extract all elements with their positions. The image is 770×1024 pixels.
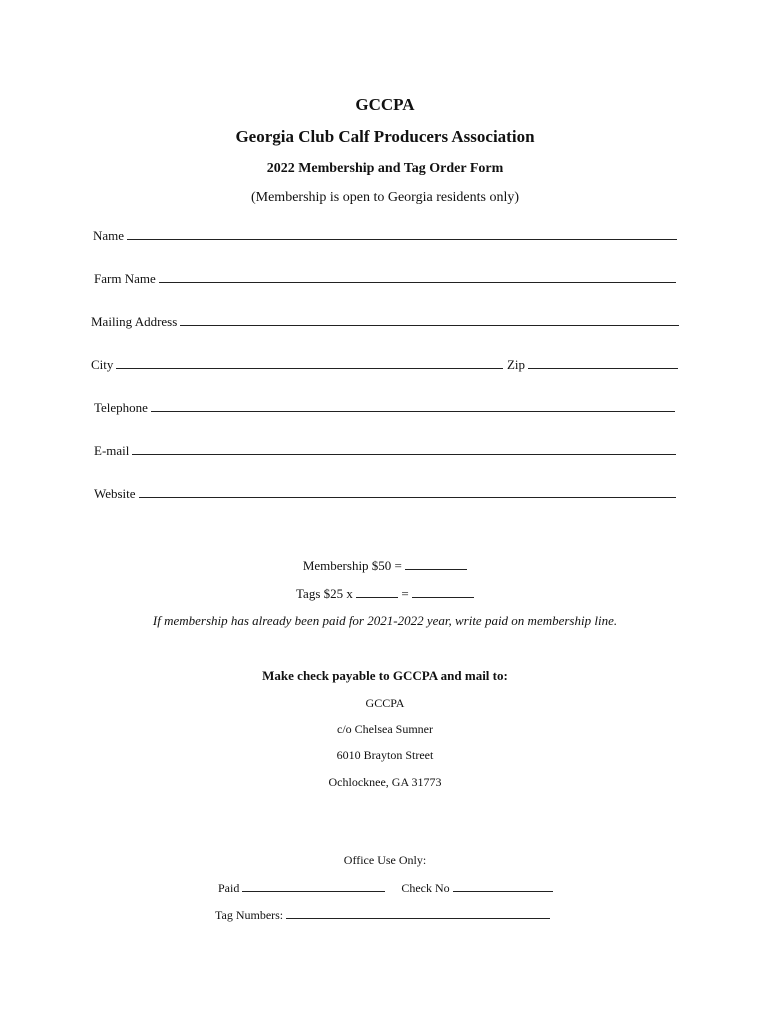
mail-to-attention: c/o Chelsea Sumner: [337, 722, 433, 736]
telephone-field[interactable]: [94, 400, 675, 414]
office-check-blank[interactable]: [453, 881, 553, 892]
mail-to-street: 6010 Brayton Street: [336, 748, 434, 762]
membership-amount-blank[interactable]: [405, 558, 467, 570]
name-label: Name: [93, 228, 125, 243]
membership-fee-line: [0, 558, 770, 572]
eligibility-note: (Membership is open to Georgia residents only): [250, 190, 520, 205]
office-paid-check-line: [218, 881, 553, 894]
org-full-title: Georgia Club Calf Producers Association: [235, 127, 535, 146]
email-field[interactable]: [94, 443, 676, 457]
tags-equals-sign: =: [401, 586, 409, 601]
farm-name-label: Farm Name: [94, 271, 156, 286]
mailing-address-input-line[interactable]: [180, 314, 679, 326]
office-tag-numbers-label: Tag Numbers:: [215, 908, 284, 922]
office-paid-blank[interactable]: [242, 881, 385, 892]
website-label: Website: [94, 486, 136, 501]
office-use-heading: Office Use Only:: [343, 853, 427, 867]
zip-label: Zip: [506, 357, 525, 372]
office-paid-label: Paid: [218, 881, 240, 895]
website-field[interactable]: [94, 486, 676, 500]
zip-input-line[interactable]: [528, 357, 678, 369]
city-label: City: [91, 357, 114, 372]
office-tag-numbers-blank[interactable]: [286, 908, 550, 919]
telephone-input-line[interactable]: [151, 400, 675, 412]
org-short-title: GCCPA: [355, 95, 415, 114]
city-input-line[interactable]: [116, 357, 503, 369]
membership-paid-note: If membership has already been paid for 2021-2022 year, write paid on membership line.: [152, 613, 618, 628]
mail-to-city-state-zip: Ochlocknee, GA 31773: [328, 775, 442, 789]
tags-quantity-blank[interactable]: [356, 586, 398, 598]
farm-name-input-line[interactable]: [159, 271, 676, 283]
city-zip-field[interactable]: [91, 357, 678, 371]
telephone-label: Telephone: [94, 400, 148, 415]
email-input-line[interactable]: [132, 443, 676, 455]
form-title: 2022 Membership and Tag Order Form: [266, 161, 504, 176]
tags-fee-label: Tags $25 x: [296, 586, 353, 601]
mailing-address-label: Mailing Address: [91, 314, 178, 329]
tags-amount-blank[interactable]: [412, 586, 474, 598]
mailing-address-field[interactable]: [91, 314, 679, 328]
membership-fee-label: Membership $50 =: [302, 558, 402, 573]
farm-name-field[interactable]: [94, 271, 676, 285]
website-input-line[interactable]: [139, 486, 676, 498]
tags-fee-line: [0, 586, 770, 600]
office-tag-numbers-line: [215, 908, 550, 921]
name-field[interactable]: [93, 228, 677, 242]
email-label: E-mail: [94, 443, 130, 458]
payment-heading: Make check payable to GCCPA and mail to:: [262, 668, 508, 683]
name-input-line[interactable]: [127, 228, 677, 240]
mail-to-org: GCCPA: [365, 696, 405, 710]
office-check-label: Check No: [401, 881, 450, 895]
